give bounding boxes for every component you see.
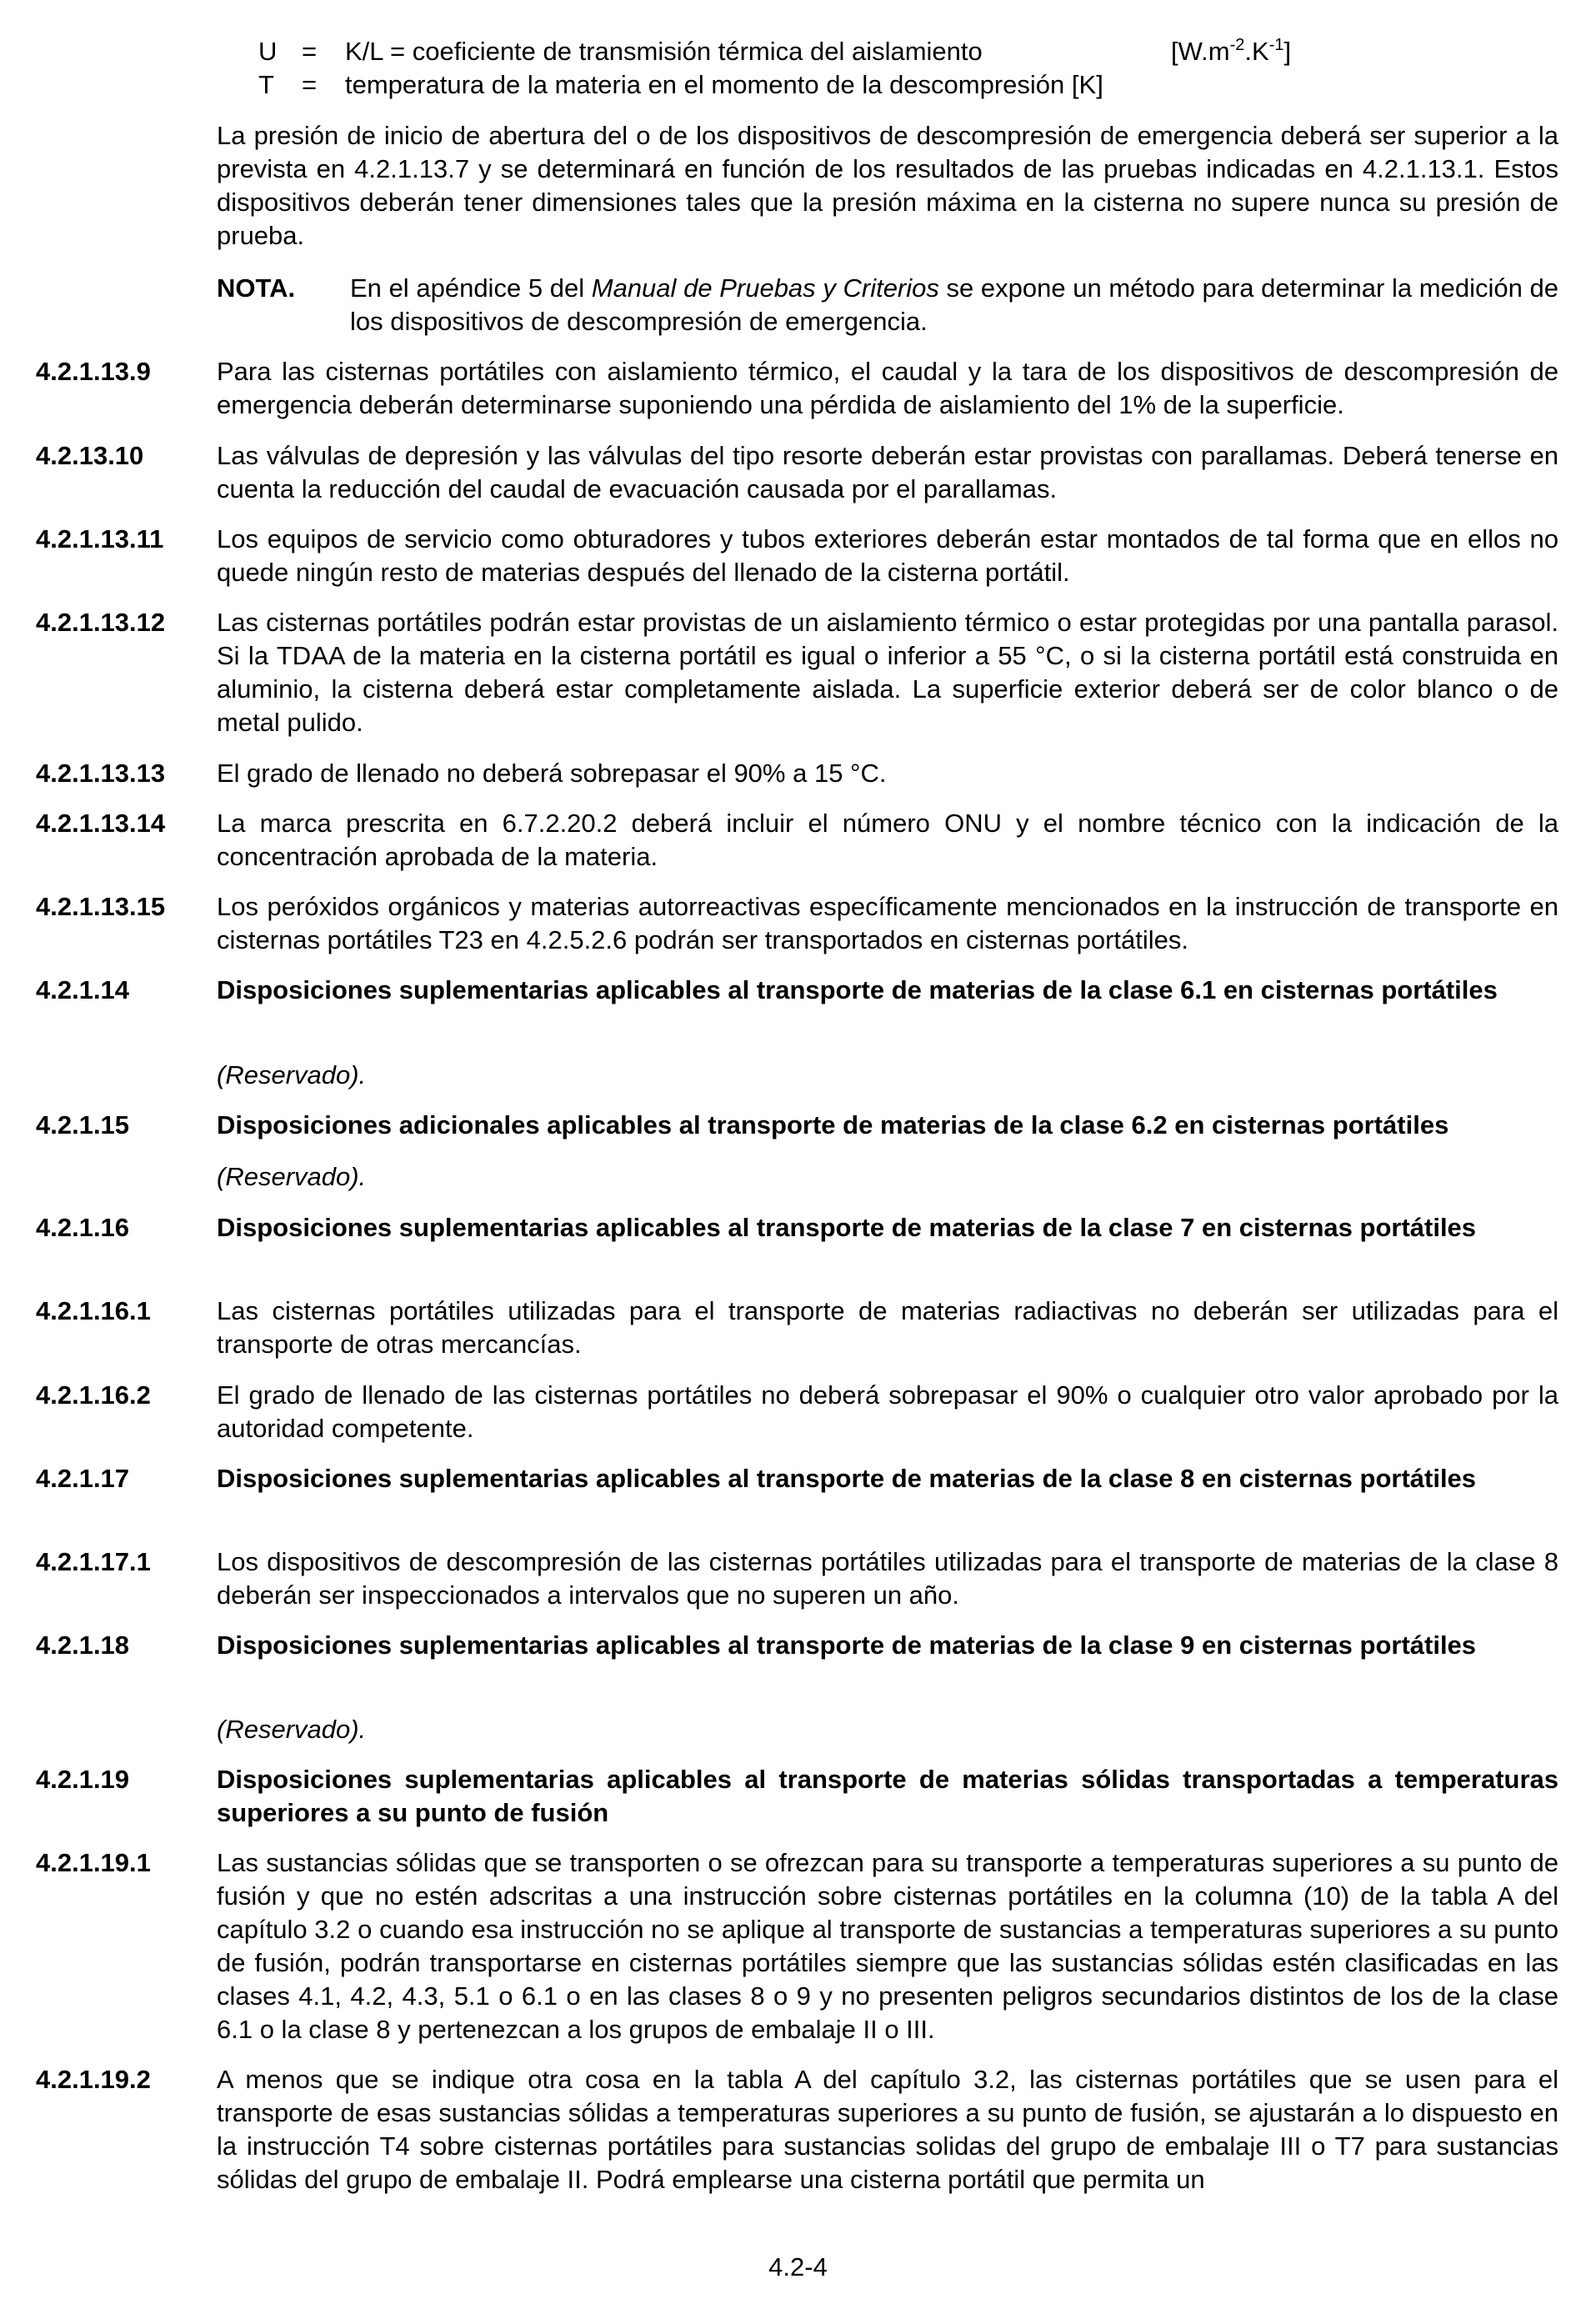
section-number: 4.2.1.13.15 [36, 892, 166, 921]
section-number: 4.2.1.13.13 [36, 759, 166, 788]
reserved-text: (Reservado). [217, 1060, 367, 1089]
section-number: 4.2.1.13.12 [36, 608, 166, 637]
variable-symbol: T [258, 70, 274, 99]
variable-row-t [258, 68, 1558, 102]
unit-part: .K [1244, 37, 1269, 66]
section-number: 4.2.1.17 [36, 1464, 130, 1493]
section-heading: Disposiciones suplementarias aplicables al transporte de materias de la clase 6.1 en cisternas portátiles [217, 975, 1498, 1004]
section-number: 4.2.1.16.2 [36, 1380, 151, 1410]
section-number: 4.2.1.15 [36, 1110, 130, 1139]
section-text: Las válvulas de depresión y las válvulas del tipo resorte deberán estar provistas con parallamas. Deberá tenerse en cuenta la reducción del caudal de evacuación causada por el parallamas. [217, 441, 1558, 503]
section-number: 4.2.1.19 [36, 1765, 130, 1794]
section-number: 4.2.1.14 [36, 975, 130, 1004]
variable-symbol: U [258, 37, 278, 66]
section-text: A menos que se indique otra cosa en la tabla A del capítulo 3.2, las cisternas portátiles que se usen para el transporte de esas sustancias sólidas a temperaturas superiores a su punto de fusión, se ajustarán a lo dispuesto en la instrucción T4 sobre cisternas portátiles para sustancias solidas del grupo de embalaje III o T7 para sustancias sólidas del grupo de embalaje II. Podrá emplearse una cisterna portátil que permita un [217, 2065, 1558, 2194]
note-text [350, 272, 1558, 338]
variable-row-u [258, 35, 1558, 68]
section-number: 4.2.1.13.11 [36, 524, 164, 553]
variable-description: K/L = coeficiente de transmisión térmica del aislamiento [345, 37, 983, 66]
note-label: NOTA. [217, 273, 296, 303]
section-text: Las sustancias sólidas que se transporten o se ofrezcan para su transporte a temperaturas superiores a su punto de fusión y que no estén adscritas a una instrucción sobre cisternas portátiles en la columna (10) de la tabla A del capítulo 3.2 o cuando esa instrucción no se aplique al transporte de sustancias a temperaturas superiores a su punto de fusión, podrán transportarse en cisternas portátiles siempre que las sustancias sólidas estén clasificadas en las clases 4.1, 4.2, 4.3, 5.1 o 6.1 o en las clases 8 o 9 y no presenten peligros secundarios distintos de los de la clase 6.1 o la clase 8 y pertenezcan a los grupos de embalaje II o III. [217, 1848, 1558, 2044]
section-number: 4.2.1.19.2 [36, 2065, 151, 2094]
section-text: El grado de llenado no deberá sobrepasar el 90% a 15 °C. [217, 759, 887, 788]
section-number: 4.2.1.13.14 [36, 809, 166, 838]
reserved-text: (Reservado). [217, 1162, 367, 1191]
section-heading: Disposiciones suplementarias aplicables al transporte de materias sólidas transportadas a temperaturas superiores a su punto de fusión [217, 1765, 1558, 1827]
section-text: Los peróxidos orgánicos y materias autorreactivas específicamente mencionados en la instrucción de transporte en cisternas portátiles T23 en 4.2.5.2.6 podrán ser transportados en cisternas portátiles. [217, 892, 1558, 954]
section-heading: Disposiciones suplementarias aplicables al transporte de materias de la clase 9 en cisternas portátiles [217, 1630, 1477, 1660]
section-heading: Disposiciones adicionales aplicables al transporte de materias de la clase 6.2 en cisternas portátiles [217, 1110, 1449, 1139]
section-text: Los equipos de servicio como obturadores y tubos exteriores deberán estar montados de tal forma que en ellos no quede ningún resto de materias después del llenado de la cisterna portátil. [217, 524, 1558, 587]
section-number: 4.2.13.10 [36, 441, 144, 470]
unit-exponent: -2 [1229, 36, 1245, 54]
section-number: 4.2.1.13.9 [36, 357, 151, 386]
unit-part: ] [1283, 37, 1292, 66]
section-heading: Disposiciones suplementarias aplicables al transporte de materias de la clase 8 en cisternas portátiles [217, 1464, 1477, 1493]
intro-paragraph: La presión de inicio de abertura del o de los dispositivos de descompresión de emergencia deberá ser superior a la prevista en 4.2.1.13.7 y se determinará en función de los resultados de las pruebas indicadas en 4.2.1.13.1. Estos dispositivos deberán tener dimensiones tales que la presión máxima en la cisterna no supere nunca su presión de prueba. [217, 121, 1558, 250]
section-number: 4.2.1.16 [36, 1213, 130, 1242]
note-text-part: se expone un método para determinar la medición de los dispositivos de descompresión de emergencia. [350, 273, 1558, 336]
section-heading: Disposiciones suplementarias aplicables al transporte de materias de la clase 7 en cisternas portátiles [217, 1213, 1477, 1242]
section-text: Las cisternas portátiles podrán estar provistas de un aislamiento térmico o estar protegidas por una pantalla parasol. Si la TDAA de la materia en la cisterna portátil es igual o inferior a 55 °C, o si la cisterna portátil está construida en aluminio, la cisterna deberá estar completamente aislada. La superficie exterior deberá ser de color blanco o de metal pulido. [217, 608, 1558, 737]
section-text: Los dispositivos de descompresión de las cisternas portátiles utilizadas para el transporte de materias de la clase 8 deberán ser inspeccionados a intervalos que no superen un año. [217, 1547, 1558, 1610]
section-number: 4.2.1.17.1 [36, 1547, 151, 1576]
variable-unit [1171, 35, 1291, 68]
equals-sign: = [302, 70, 318, 99]
note-text-part: En el apéndice 5 del [350, 273, 592, 303]
section-text: Las cisternas portátiles utilizadas para el transporte de materias radiactivas no deberán ser utilizadas para el transporte de otras mercancías. [217, 1296, 1558, 1359]
manual-title: Manual de Pruebas y Criterios [591, 273, 939, 303]
page-number: 4.2-4 [768, 2252, 828, 2281]
variable-description: temperatura de la materia en el momento de la descompresión [K] [345, 70, 1103, 99]
equals-sign: = [302, 37, 318, 66]
reserved-text: (Reservado). [217, 1715, 367, 1744]
section-text: El grado de llenado de las cisternas portátiles no deberá sobrepasar el 90% o cualquier otro valor aprobado por la autoridad competente. [217, 1380, 1558, 1443]
section-number: 4.2.1.19.1 [36, 1848, 151, 1877]
section-number: 4.2.1.18 [36, 1630, 130, 1660]
unit-exponent: -1 [1268, 36, 1284, 54]
unit-part: [W.m [1171, 37, 1230, 66]
section-text: La marca prescrita en 6.7.2.20.2 deberá incluir el número ONU y el nombre técnico con la indicación de la concentración aprobada de la materia. [217, 809, 1558, 871]
section-number: 4.2.1.16.1 [36, 1296, 151, 1325]
section-text: Para las cisternas portátiles con aislamiento térmico, el caudal y la tara de los dispositivos de descompresión de emergencia deberán determinarse suponiendo una pérdida de aislamiento del 1% de la superficie. [217, 357, 1558, 419]
variable-definitions [258, 35, 1558, 102]
